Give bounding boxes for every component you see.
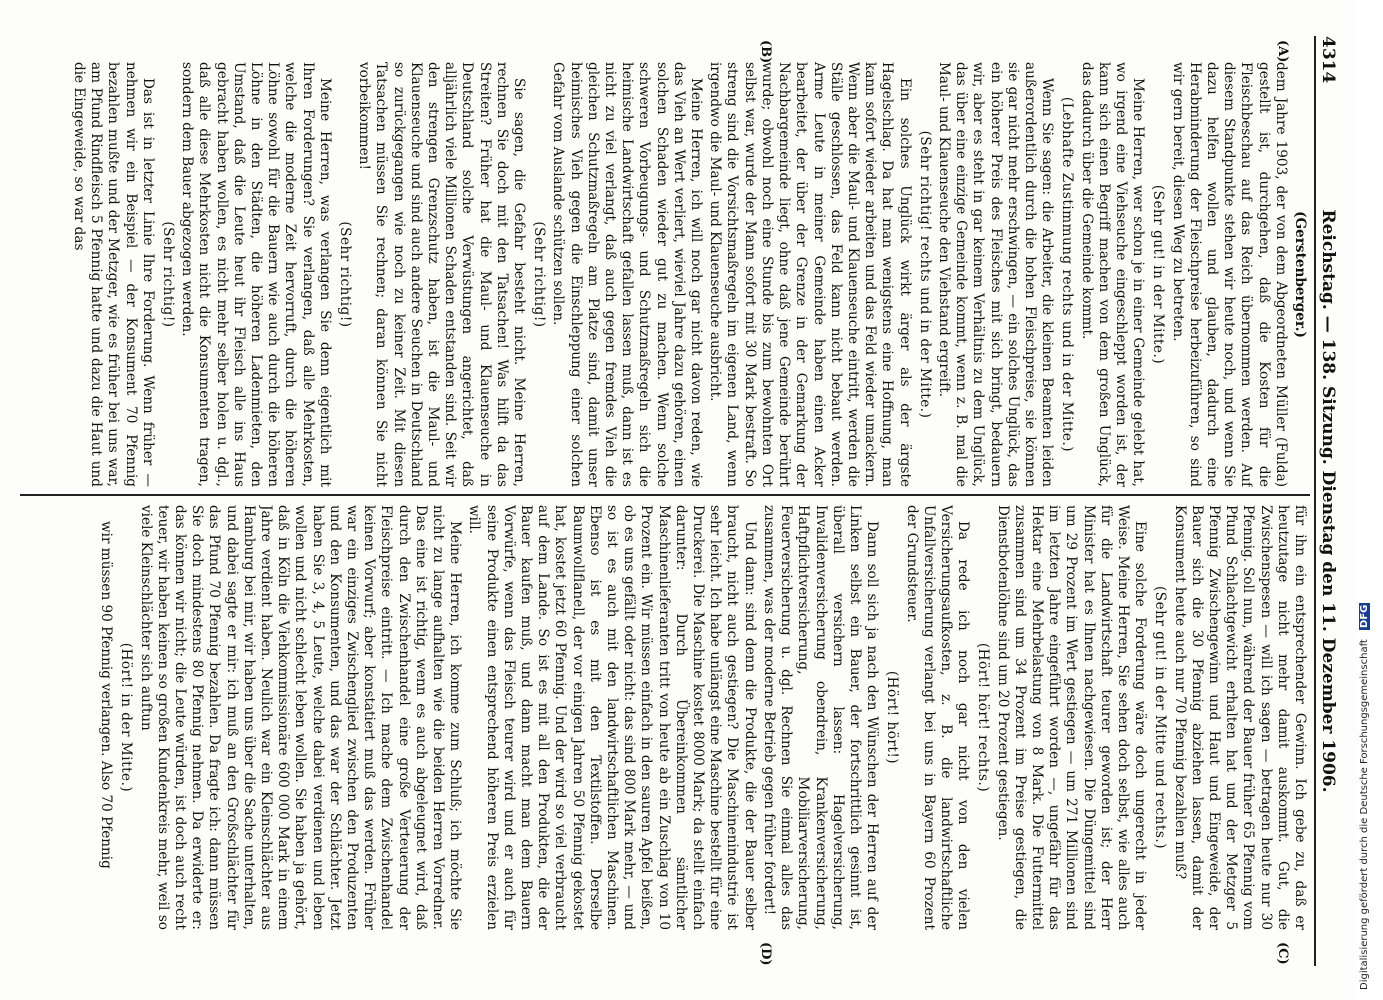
paragraph: dem Jahre 1903, der von dem Abgeordneten Müller (Fulda) gestellt ist, durchgehen, daß die Kosten für die Fleischbeschau auf das Reich übernommen werden. Auf diesem Standpunkte stehen wir heute noch, und wenn Sie dazu helfen wollen und glauben, dadurch eine Herabminderung der Fleischpreise herbeizuführen, so sind wir gern bereit, diesen Weg zu betreten. xyxy=(1169,62,1289,487)
paragraph: Meine Herren, was verlangen Sie denn eigentlich mit Ihren Forderungen? Sie verlangen, daß alle Mehrkosten, welche die moderne Zeit hervorruft, durch die höheren Löhne sowohl für die Bauern wie auch durch die höheren Löhne in den Städten, die höheren Ladenmieten, den Umstand, daß die Leute heut ihr Fleisch alle ins Haus gebracht haben wollen, es nicht mehr selber holen u. dgl., daß alle diese Mehrkosten nicht die Konsumenten tragen, sondern dem Bauer abgezogen werden. xyxy=(179,62,333,487)
digitization-credit xyxy=(1359,600,1377,990)
interjection: (Hört! hört!) xyxy=(884,670,901,765)
paragraph: Das ist in letzter Linie Ihre Forderung. Wenn früher — nehmen wir ein Beispiel — der Konsument 70 Pfennig bezahlen mußte und der Metzger, wie es früher bei uns war, am Pfund Rindfleisch 5 Pfennig hatte und dazu die Haut und die Eingeweide, so war das xyxy=(70,62,156,487)
paragraph: Dann soll sich ja nach den Wünschen der Herren auf der Linken selbst ein Bauer, der fortschrittlich gesinnt ist, überall versichern lassen: Hagelversicherung, Invalidenversicherung obendrein, Krankenversicherung, Haftpflichtversicherung, Mobiliarversicherung, Feuerversicherung u. dgl. Rechnen Sie einmal alles das zusammen, was der moderne Betrieb gegen früher fordert! xyxy=(760,505,881,930)
paragraph: Meine Herren, ich komme zum Schluß; ich möchte Sie nicht zu lange aufhalten wie die beiden Herren Vorredner. Das eine ist richtig, wenn es auch abgeleugnet wird, daß durch den Zwischenhandel eine große Verteuerung der Fleischpreise eintritt. — Ich mache dem Zwischenhandel keinen Vorwurf; aber konstatiert muß das werden. Früher war ein einziges Zwischenglied zwischen den Produzenten und den Konsumenten, und das war der Schlächter. Jetzt haben Sie 3, 4, 5 Leute, welche dabei verdienen und leben wollen und nicht schlecht leben wollen. Sie haben ja gehört, daß in Köln die Viehkommissionäre 600 000 Mark in einem Jahre verdient haben. Neulich war ein Kleinschlächter aus Hamburg bei mir, wir haben uns über die Sache unterhalten, und dabei sagte er mir: ich muß an den Großschlächter für das Pfund 70 Pfennig bezahlen. Da fragte ich: dann müssen Sie doch mindestens 80 Pfennig nehmen. Da erwiderte er: das können wir nicht; die Leute würden, ist doch auch recht teuer, wir haben keinen so großen Kundenkreis mehr, weil so viele Kleinschlächter sich auftun xyxy=(137,505,464,930)
margin-mark-d: (D) xyxy=(758,942,773,966)
interjection: (Sehr richtig!) xyxy=(531,221,548,328)
paragraph: Meine Herren, ich will noch gar nicht davon reden, wie das Vieh an Wert verliert, wieviel Jahre dazu gehören, einen solchen Schaden wieder gut zu machen. Wenn solche schweren Vorbeugungs- und Schutzmaßregeln sich die heimische Landwirtschaft gefallen lassen muß, dann ist es nicht zu viel verlangt, daß auch gegen fremdes Vieh die gleichen Schutzmaßregeln am Platze sind, damit unser heimisches Vieh gegen die Einschleppung einer solchen Gefahr vom Auslande schützen sollen. xyxy=(550,62,705,487)
interjection: (Hört! hört! rechts.) xyxy=(975,642,992,793)
paragraph: wir müssen 90 Pfennig verlangen. Also 70 Pfennig xyxy=(98,521,115,869)
interjection: (Hört! in der Mitte.) xyxy=(118,642,135,793)
interjection: (Sehr richtig!) xyxy=(160,221,176,328)
right-column xyxy=(20,505,1308,930)
left-paragraphs xyxy=(70,62,1289,487)
paragraph: Wenn Sie sagen: die Arbeiter, die kleinen Beamten leiden außerordentlich durch die hohen Fleischpreise, sie können sie gar nicht mehr erschwingen, — ein solches Unglück, das ein höherer Preis des Fleisches mit sich bringt, bedauern wir, aber es steht in gar keinem Verhältnis zu dem Unglück, das über eine einzige Gemeinde kommt, wenn z. B. mal die Maul- und Klauenseuche den Viehstand ergreift. xyxy=(935,62,1056,487)
speaker-name: (Gerstenberger.) xyxy=(1292,211,1308,338)
interjection: (Sehr richtig!) xyxy=(337,221,354,328)
page-title: Reichstag. — 138. Sitzung. Dienstag den 11. Dezember 1906. xyxy=(1318,209,1338,793)
interjection: (Lebhafte Zustimmung rechts und in der Mitte.) xyxy=(1059,96,1076,453)
right-paragraphs xyxy=(97,505,1308,930)
interjection: (Sehr richtig! rechts und in der Mitte.) xyxy=(916,130,933,419)
credit-text: Digitalisierung gefördert durch die Deutsche Forschungsgemeinschaft xyxy=(1359,639,1370,990)
page-header xyxy=(1312,36,1340,966)
interjection: (Sehr gut! in der Mitte.) xyxy=(1150,184,1167,365)
paragraph: Ein solches Unglück wirkt ärger als der ärgste Hagelschlag. Da hat man wenigstens eine Hoffnung, man kann sofort wieder arbeiten und das Feld wieder umackern. Wenn aber die Maul- und Klauenseuche eintritt, werden die Ställe geschlossen, das Feld kann nicht bebaut werden. Arme Leute in meiner Gemeinde haben einen Acker bearbeitet, der über der Grenze in der Gemarkung der Nachbargemeinde liegt, ohne daß jene Gemeinde berührt wurde; obwohl noch eine Stunde bis zum bewohnten Ort selbst war, wurde der Mann sofort mit 30 Mark bestraft. So streng sind die Vorsichtsmaßregeln im eigenen Land, wenn irgendwo die Maul- und Klauenseuche ausbricht. xyxy=(707,62,913,487)
margin-mark-a: (A) xyxy=(1275,40,1290,63)
column-divider xyxy=(20,494,1310,496)
interjection: (Sehr gut! in der Mitte und rechts.) xyxy=(1152,586,1169,849)
paragraph: Meine Herren, wer schon je in einer Gemeinde gelebt hat, wo irgend eine Viehseuche eingeschleppt worden ist, der kann sich einen Begriff machen von dem großen Unglück, das dadurch über die Gemeinde kommt. xyxy=(1078,62,1147,487)
dfg-logo: DFG xyxy=(1359,604,1370,628)
paragraph: für ihn ein entsprechender Gewinn. Ich gebe zu, daß er heutzutage nicht mehr damit auskommt. Gut, die Zwischenspesen — will ich sagen — betragen heute nur 30 Pfennig. Soll nun, während der Bauer früher 65 Pfennig vom Pfund Schlachtgewicht erhalten hat und der Metzger 5 Pfennig Zwischengewinn und Haut und Eingeweide, der Bauer sich die 30 Pfennig abziehen lassen, damit der Konsument heute auch nur 70 Pfennig bezahlen muß? xyxy=(1171,505,1308,930)
paragraph: Da rede ich noch gar nicht von den vielen Versicherungsaufkosten, z. B. die landwirtschaftliche Unfallversicherung verlangt bei uns in Bayern 60 Prozent der Grundsteuer. xyxy=(903,505,972,930)
header-rule xyxy=(1314,36,1316,966)
left-column xyxy=(20,62,1308,487)
margin-mark-c: (C) xyxy=(1275,942,1290,965)
paragraph: Eine solche Forderung wäre doch ungerecht in jeder Weise. Meine Herren, Sie sehen doch selbst, wie alles auch für die Landwirtschaft teurer geworden ist; der Herr Minister hat es Ihnen nachgewiesen. Die Düngemittel sind um 29 Prozent im Wert gestiegen — um 271 Millionen sind im letzten Jahre eingeführt worden —, ungefähr für das Hektar eine Mehrbelastung von 8 Mark. Die Futtermittel zusammen sind um 34 Prozent im Preise gestiegen, die Dienstbotenlöhne sind um 20 Prozent gestiegen. xyxy=(994,505,1149,930)
margin-mark-b: (B) xyxy=(758,40,773,64)
paragraph: Sie sagen, die Gefahr besteht nicht. Meine Herren, rechnen Sie doch mit den Tatsachen! Was hilft da das Streiten? Früher hat die Maul- und Klauenseuche in Deutschland solche Verwüstungen angerichtet, daß alljährlich viele Millionen Schaden entstanden sind. Seit wir den strengen Grenzschutz haben, ist die Maul- und Klauenseuche und sind auch andere Seuchen in Deutschland so zurückgegangen wie noch zu keiner Zeit. Mit diesen Tatsachen müssen Sie rechnen; daran können Sie nicht vorbeikommen! xyxy=(356,62,528,487)
page-number: 4314 xyxy=(1318,36,1338,84)
paragraph: Und dann: sind denn die Produkte, die der Bauer selber braucht, nicht auch gestiegen? Die Maschinenindustrie ist sehr leicht. Ich habe unlängst eine Maschine bestellt für eine Druckerei. Die Maschine kostet 8000 Mark; da stellt einfach darunter: Durch Übereinkommen sämtlicher Maschinenlieferanten tritt von heute ab ein Zuschlag von 10 Prozent ein. Wir müssen einfach in den sauren Apfel beißen, ob es uns gefällt oder nicht: das sind 800 Mark mehr, — und so ist es auch mit den landwirtschaftlichen Maschinen. Ebenso ist es mit den Textilstoffen. Derselbe Baumwollflanell, der vor einigen Jahren 50 Pfennig gekostet hat, kostet jetzt 60 Pfennig. Und der wird so viel verbraucht auf dem Lande. So ist es mit all den Produkten, die der Bauer kaufen muß, und dann macht man dem Bauern Vorwürfe, wenn das Fleisch teurer wird und er auch für seine Produkte einen entsprechend höheren Preis erzielen will. xyxy=(466,505,758,930)
